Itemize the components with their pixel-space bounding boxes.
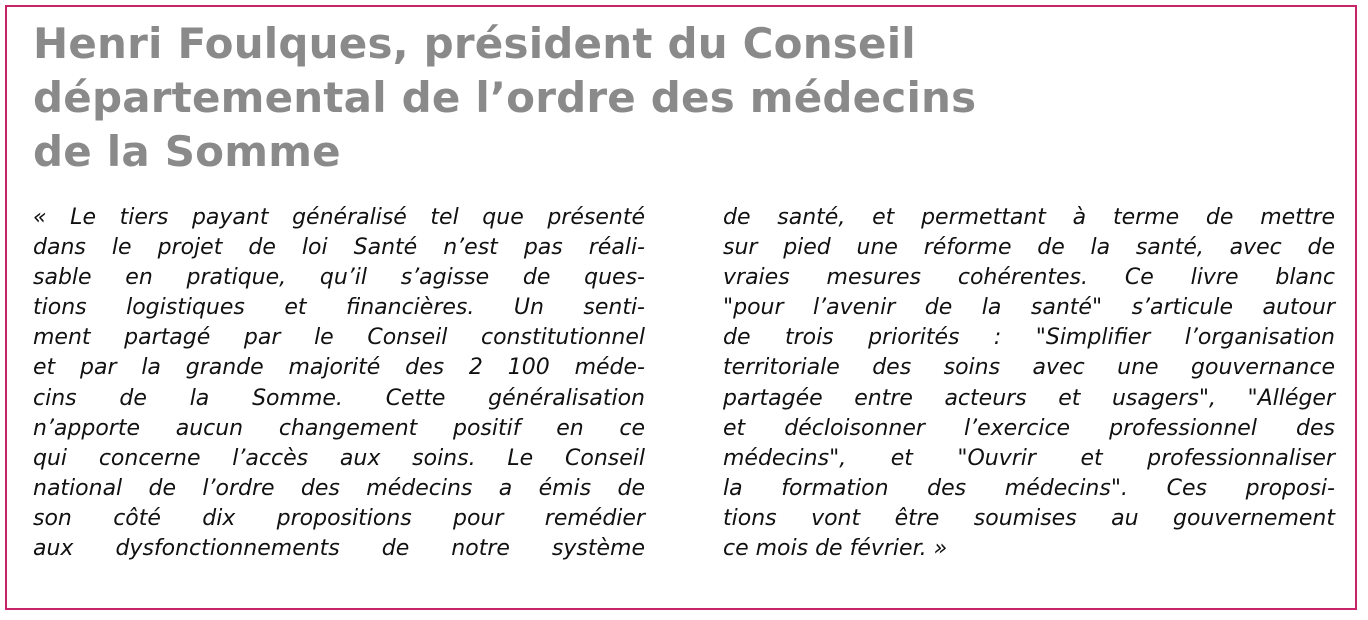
body-line: national de l’ordre des médecins a émis de bbox=[33, 475, 645, 501]
body-line: vraies mesures cohérentes. Ce livre blanc bbox=[723, 265, 1335, 291]
body-line: sable en pratique, qu’il s’agisse de ques- bbox=[33, 265, 645, 291]
body-line: son côté dix propositions pour remédier bbox=[33, 505, 645, 531]
body-line: « Le tiers payant généralisé tel que présenté bbox=[33, 205, 645, 230]
body-line: et décloisonner l’exercice professionnel des bbox=[723, 415, 1335, 441]
title-line: de la Somme bbox=[33, 127, 341, 176]
body-line: de trois priorités : "Simplifier l’organisation bbox=[723, 325, 1335, 351]
body-line: de santé, et permettant à terme de mettre bbox=[723, 205, 1335, 230]
body-line: cins de la Somme. Cette généralisation bbox=[33, 385, 645, 411]
body-line: tions vont être soumises au gouvernement bbox=[723, 505, 1335, 531]
body-line: sur pied une réforme de la santé, avec de bbox=[723, 235, 1335, 261]
body-line: médecins", et "Ouvrir et professionnaliser bbox=[723, 445, 1335, 471]
body-line: partagée entre acteurs et usagers", "Alléger bbox=[723, 385, 1335, 411]
body-line: aux dysfonctionnements de notre système bbox=[33, 536, 645, 562]
body-line: "pour l’avenir de la santé" s’articule autour bbox=[723, 295, 1335, 321]
title-line: départemental de l’ordre des médecins bbox=[33, 73, 977, 122]
body-line: et par la grande majorité des 2 100 méde- bbox=[33, 355, 645, 381]
body-line: qui concerne l’accès aux soins. Le Conseil bbox=[33, 445, 645, 471]
body-line: tions logistiques et financières. Un senti- bbox=[33, 295, 645, 321]
body-line: territoriale des soins avec une gouvernance bbox=[723, 355, 1335, 381]
body-line: dans le projet de loi Santé n’est pas réali- bbox=[33, 235, 645, 261]
body-line: la formation des médecins". Ces proposi- bbox=[723, 475, 1335, 501]
left-column bbox=[33, 203, 645, 564]
article-title bbox=[33, 17, 1333, 179]
right-column bbox=[723, 203, 1335, 564]
article-frame bbox=[5, 5, 1357, 610]
body-line: ment partagé par le Conseil constitutionnel bbox=[33, 325, 645, 351]
title-line: Henri Foulques, président du Conseil bbox=[33, 19, 916, 68]
body-line: n’apporte aucun changement positif en ce bbox=[33, 415, 645, 441]
body-line: ce mois de février. » bbox=[723, 536, 948, 562]
